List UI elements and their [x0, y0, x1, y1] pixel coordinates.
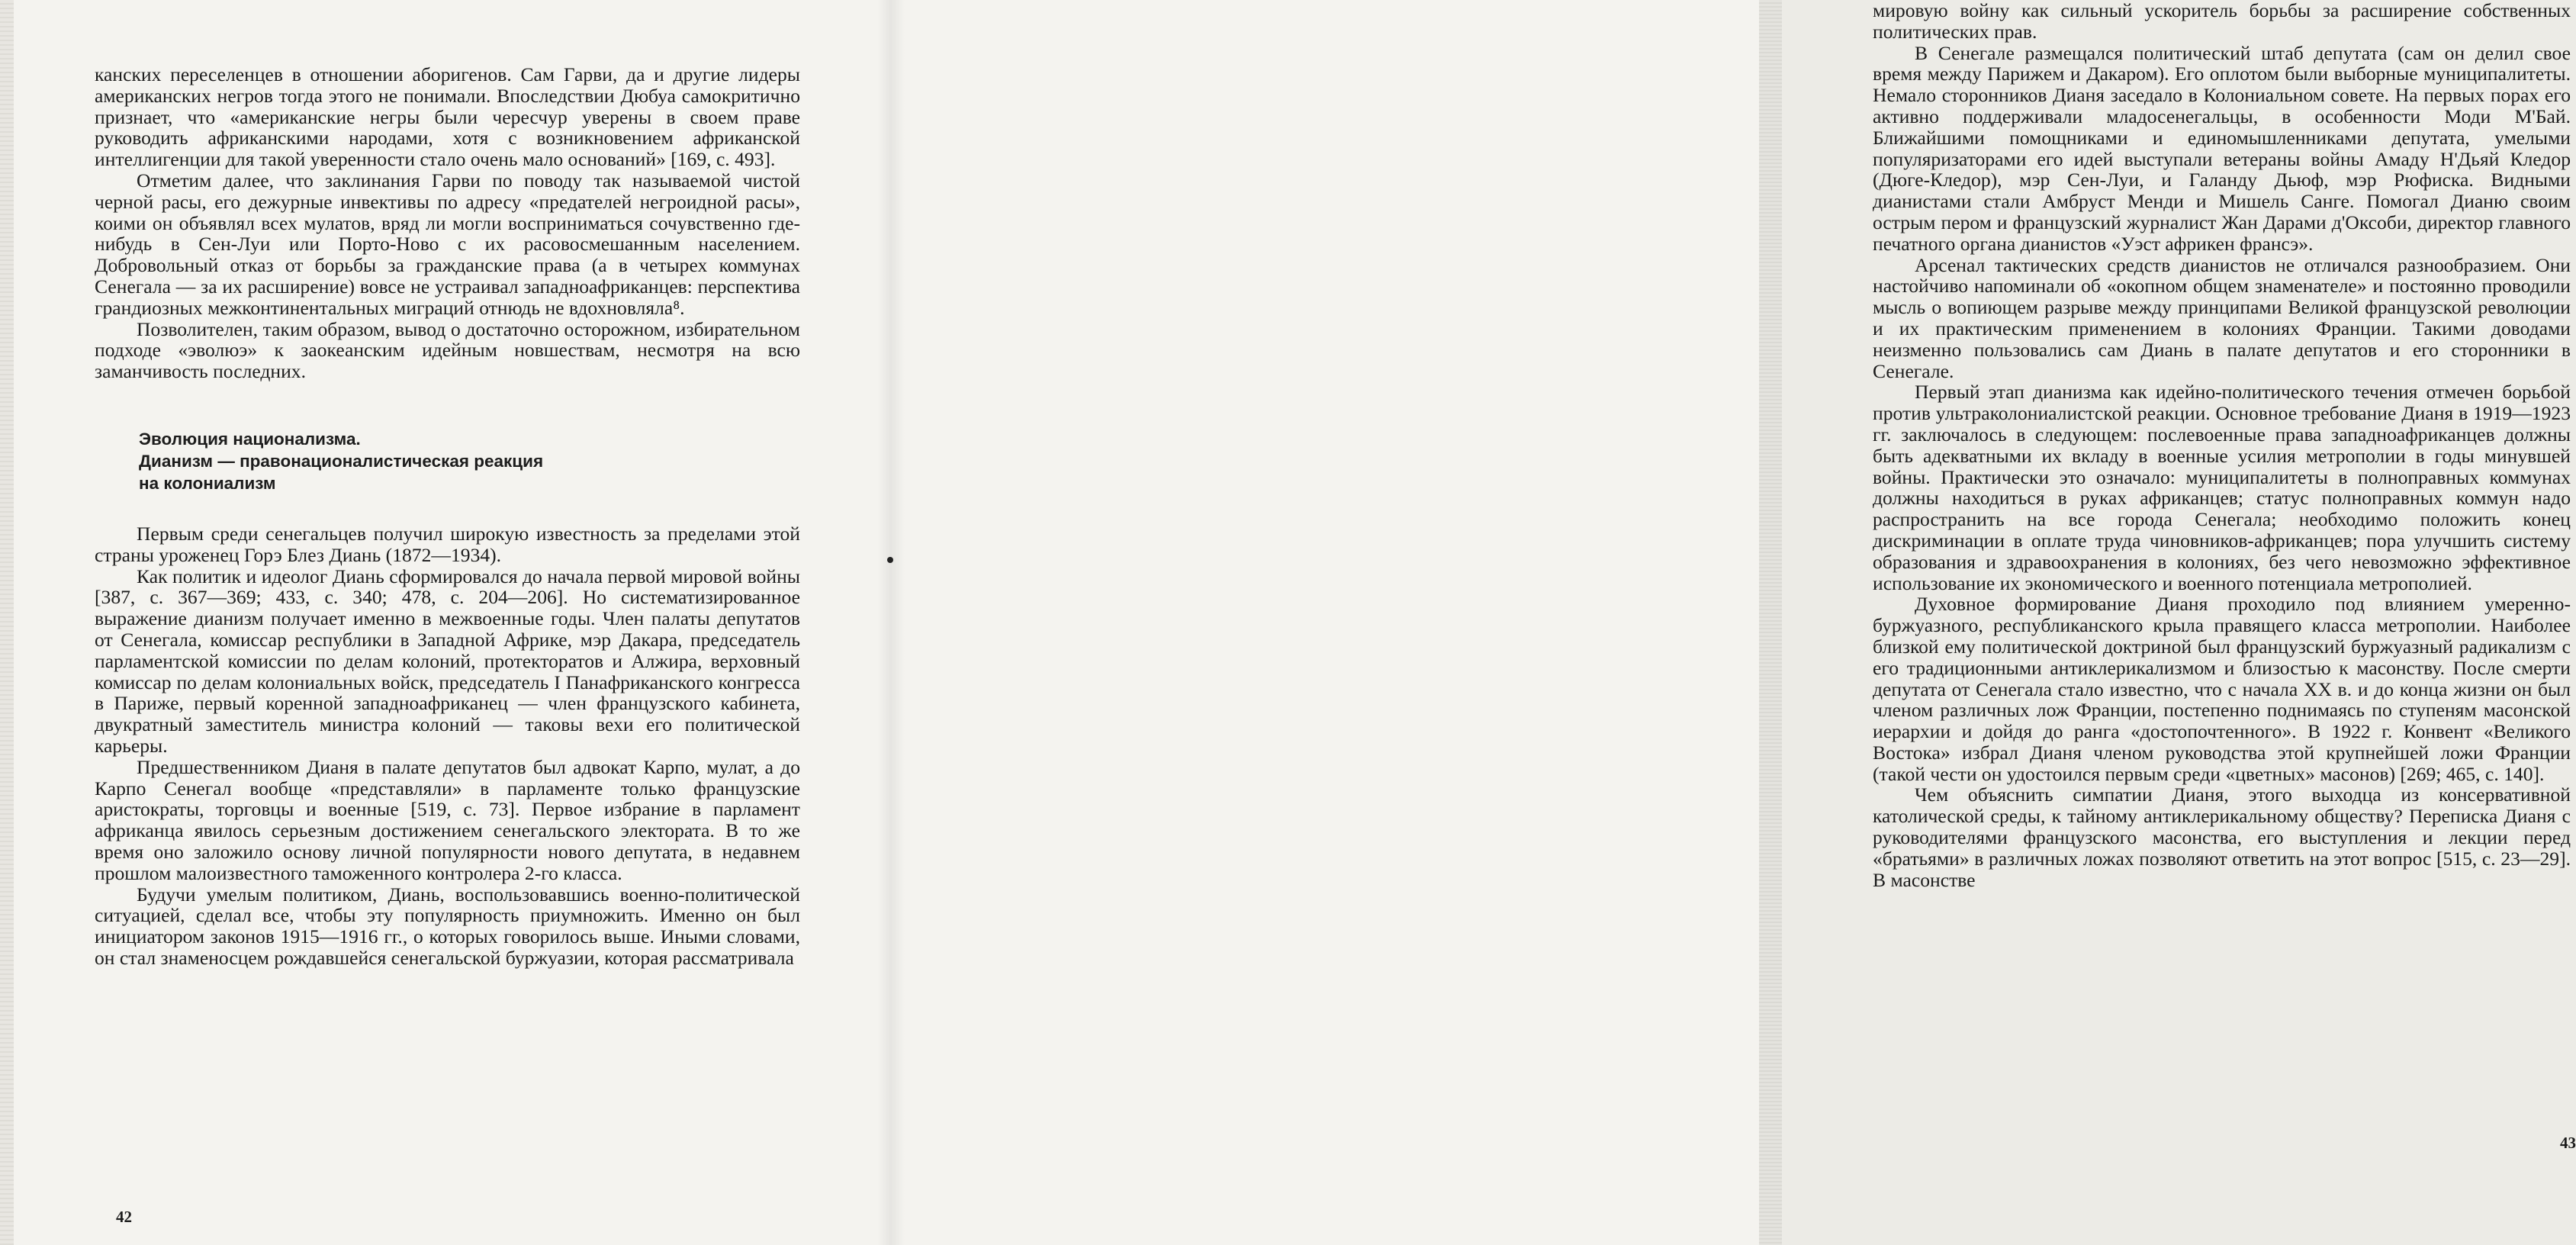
- paragraph: Как политик и идеолог Диань сформировался до начала первой мировой войны [387, с. 367—369; 433, с. 340; 478, с. 204—206]. Но систематизированное выражение дианизм получает именно в межвоенные годы. Член палаты депутатов от Сенегала, комиссар республики в Западной Африке, мэр Дакара, председатель парламентской комиссии по делам колоний, протекторатов и Алжира, верховный комиссар по делам колониальных войск, председатель I Панафриканского конгресса в Париже, первый коренной западноафриканец — член французского кабинета, двукратный заместитель министра колоний — таковы вехи его политической карьеры.: [95, 565, 800, 757]
- paragraph: Арсенал тактических средств дианистов не отличался разнообразием. Они настойчиво напоминали об «окопном общем знаменателе» и постоянно проводили мысль о вопиющем разрыве между принципами Великой французской революции и их практическим применением в колониях Франции. Такими доводами неизменно пользовались сам Диань в палате депутатов и его сторонники в Сенегале.: [1873, 253, 2571, 382]
- right-text-column: [1873, 0, 2571, 890]
- paragraph: канских переселенцев в отношении аборигенов. Сам Гарви, да и другие лидеры американских негров тогда этого не понимали. Впоследствии Дюбуа самокритично признает, что «американские негры были чересчур уверены в своем праве руководить африканскими народами, хотя с возникновением африканской интеллигенции для такой уверенности стало очень мало оснований» [169, с. 493].: [95, 63, 800, 171]
- section-heading-line: Дианизм — правонационалистическая реакция: [139, 451, 544, 471]
- paragraph: Духовное формирование Дианя проходило под влиянием умеренно-буржуазного, республиканского крыла правящего класса метрополии. Наиболее близкой ему политической доктриной был французский буржуазный радикализм с его традиционными антиклерикализмом и близостью к масонству. После смерти депутата от Сенегала стало известно, что с начала XX в. и до конца жизни он был членом различных лож Франции, постепенно поднимаясь по ступеням масонской иерархии и дойдя до ранга «достопочтенного». В 1922 г. Конвент «Великого Востока» избрал Дианя членом руководства этой крупнейшей ложи Франции (такой чести он удостоился первым среди «цветных» масонов) [269; 465, с. 140].: [1873, 593, 2571, 785]
- left-page: [0, 0, 891, 1245]
- left-text-column: [95, 64, 800, 969]
- right-page: [891, 0, 2576, 1245]
- paragraph: Позволителен, таким образом, вывод о достаточно осторожном, избирательном подходе «эволюэ» к заокеанским идейным новшествам, несмотря на всю заманчивость последних.: [95, 317, 800, 383]
- paragraph: Будучи умелым политиком, Диань, воспользовавшись военно-политической ситуацией, сделал все, чтобы эту популярность приумножить. Именно он был инициатором законов 1915—1916 гг., о которых говорилось выше. Иными словами, он стал знаменосцем рождавшейся сенегальской буржуазии, которая рассматривала: [95, 883, 800, 969]
- paragraph: Предшественником Дианя в палате депутатов был адвокат Карпо, мулат, а до Карпо Сенегал вообще «представляли» в парламенте только французские аристократы, торговцы и военные [519, с. 73]. Первое избрание в парламент африканца явилось серьезным достижением сенегальского электората. В то же время оно заложило основу личной популярности нового депутата, в недавнем прошлом малоизвестного таможенного контролера 2-го класса.: [95, 755, 800, 884]
- page-number: 43: [2560, 1134, 2576, 1152]
- paragraph: мировую войну как сильный ускоритель борьбы за расширение собственных политических прав.: [1873, 0, 2571, 43]
- page-edge-left: [0, 0, 14, 1245]
- paragraph: Чем объяснить симпатии Дианя, этого выходца из консервативной католической среды, к тайному антиклерикальному обществу? Переписка Дианя с руководителями французского масонства, его выступления и лекции перед «братьями» в различных ложах позволяют ответить на этот вопрос [515, с. 23—29]. В масонстве: [1873, 783, 2571, 891]
- paragraph: В Сенегале размещался политический штаб депутата (сам он делил свое время между Парижем и Дакаром). Его оплотом были выборные муниципалитеты. Немало сторонников Дианя заседало в Колониальном совете. На первых порах его активно поддерживали младосенегальцы, в особенности Моди М'Бай. Ближайшими помощниками и единомышленниками депутата, умелыми популяризаторами его идей выступали ветераны войны Амаду Н'Дьяй Кледор (Дюге-Кледор), мэр Сен-Луи, и Галанду Дьюф, мэр Рюфиска. Видными дианистами стали Амбруст Менди и Мишель Санге. Помогал Дианю своим острым пером и французский журналист Жан Дарами д'Оксоби, директор главного печатного органа дианистов «Уэст африкен франсэ».: [1873, 41, 2571, 255]
- gutter-mark: [887, 557, 893, 563]
- page-number: 42: [116, 1208, 132, 1226]
- paragraph: Отметим далее, что заклинания Гарви по поводу так называемой чистой черной расы, его дежурные инвективы по адресу «предателей негроидной расы», коими он объявлял всех мулатов, вряд ли могли восприниматься сочувственно где-нибудь в Сен-Луи или Порто-Ново с их расовосмешанным населением. Добровольный отказ от борьбы за гражданские права (а в четырех коммунах Сенегала — за их расширение) вовсе не устраивал западноафриканцев: перспектива грандиозных межконтинентальных миграций отнюдь не вдохновляла⁸.: [95, 169, 800, 319]
- paragraph: Первый этап дианизма как идейно-политического течения отмечен борьбой против ультраколониалистской реакции. Основное требование Дианя в 1919—1923 гг. заключалось в следующем: послевоенные права западноафриканцев должны быть адекватными их вкладу в военные усилия метрополии в годы минувшей войны. Практически это означало: муниципалитеты в полноправных коммунах должны находиться в руках африканцев; статус полноправных коммун надо распространить на все города Сенегала; необходимо положить конец дискриминации в оплате труда чиновников-африканцев; пора улучшить систему образования и здравоохранения в колониях, без чего невозможно эффективное использование их экономического и военного потенциала метрополией.: [1873, 381, 2571, 594]
- section-heading: [139, 428, 800, 494]
- section-heading-line: Эволюция национализма.: [139, 429, 361, 449]
- paragraph: Первым среди сенегальцев получил широкую известность за пределами этой страны уроженец Горэ Блез Диань (1872—1934).: [95, 522, 800, 566]
- book-gutter: [877, 0, 905, 1245]
- page-edge-right: [1759, 0, 1782, 1245]
- section-heading-line: на колониализм: [139, 473, 276, 493]
